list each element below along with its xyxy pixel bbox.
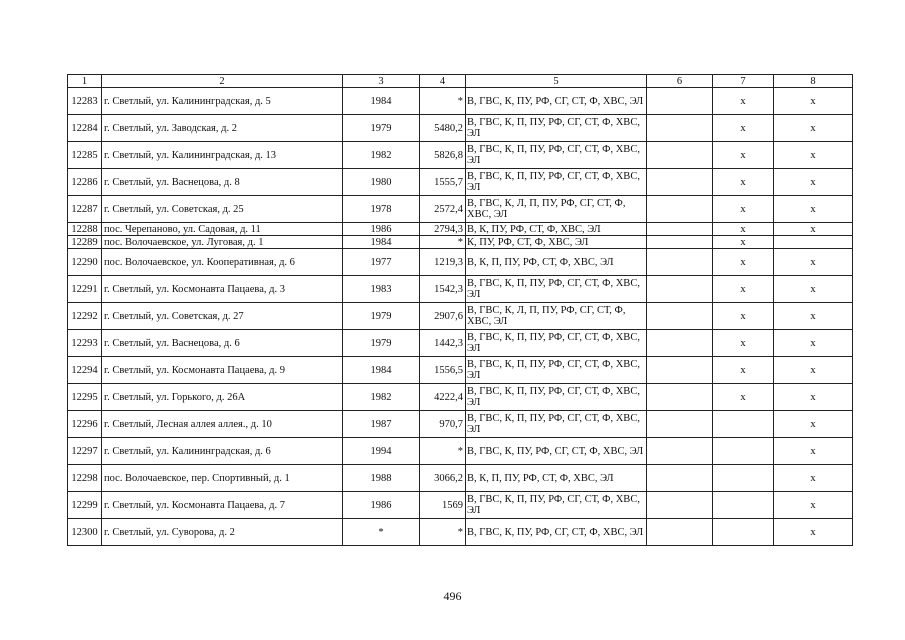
column-number-header-row <box>68 75 853 88</box>
column-header-7: 7 <box>713 75 774 88</box>
address: г. Светлый, ул. Калининградская, д. 13 <box>102 142 343 169</box>
total-area: * <box>420 88 466 115</box>
utilities-list: В, ГВС, К, П, ПУ, РФ, СГ, СТ, Ф, ХВС, ЭЛ <box>466 492 647 519</box>
col-8-mark: x <box>774 223 853 236</box>
col-7-mark <box>713 465 774 492</box>
col-7-mark: x <box>713 88 774 115</box>
total-area: 1219,3 <box>420 249 466 276</box>
col-7-mark <box>713 411 774 438</box>
housing-register-table-wrapper <box>67 74 852 546</box>
year-built: 1977 <box>343 249 420 276</box>
record-number: 12297 <box>68 438 102 465</box>
col-6-cell <box>647 519 713 546</box>
col-7-mark: x <box>713 115 774 142</box>
col-8-mark: x <box>774 411 853 438</box>
address: г. Светлый, ул. Васнецова, д. 8 <box>102 169 343 196</box>
utilities-list: В, ГВС, К, П, ПУ, РФ, СГ, СТ, Ф, ХВС, ЭЛ <box>466 357 647 384</box>
col-7-mark: x <box>713 223 774 236</box>
col-8-mark: x <box>774 330 853 357</box>
address: г. Светлый, ул. Советская, д. 27 <box>102 303 343 330</box>
year-built: 1979 <box>343 303 420 330</box>
year-built: 1987 <box>343 411 420 438</box>
year-built: 1978 <box>343 196 420 223</box>
column-header-2: 2 <box>102 75 343 88</box>
col-6-cell <box>647 249 713 276</box>
col-6-cell <box>647 411 713 438</box>
table-row <box>68 492 853 519</box>
utilities-list: В, ГВС, К, П, ПУ, РФ, СГ, СТ, Ф, ХВС, ЭЛ <box>466 330 647 357</box>
year-built: 1982 <box>343 384 420 411</box>
year-built: 1984 <box>343 357 420 384</box>
table-row <box>68 249 853 276</box>
record-number: 12292 <box>68 303 102 330</box>
year-built: 1984 <box>343 88 420 115</box>
record-number: 12300 <box>68 519 102 546</box>
col-8-mark: x <box>774 142 853 169</box>
utilities-list: В, ГВС, К, П, ПУ, РФ, СГ, СТ, Ф, ХВС, ЭЛ <box>466 411 647 438</box>
utilities-list: В, ГВС, К, П, ПУ, РФ, СГ, СТ, Ф, ХВС, ЭЛ <box>466 276 647 303</box>
record-number: 12296 <box>68 411 102 438</box>
table-row <box>68 115 853 142</box>
total-area: 2572,4 <box>420 196 466 223</box>
total-area: 1542,3 <box>420 276 466 303</box>
col-6-cell <box>647 223 713 236</box>
utilities-list: В, ГВС, К, Л, П, ПУ, РФ, СГ, СТ, Ф, ХВС, ЭЛ <box>466 196 647 223</box>
total-area: 5480,2 <box>420 115 466 142</box>
address: г. Светлый, ул. Горького, д. 26А <box>102 384 343 411</box>
col-8-mark: x <box>774 384 853 411</box>
col-7-mark: x <box>713 303 774 330</box>
record-number: 12290 <box>68 249 102 276</box>
col-6-cell <box>647 276 713 303</box>
total-area: 2794,3 <box>420 223 466 236</box>
record-number: 12289 <box>68 236 102 249</box>
utilities-list: В, ГВС, К, ПУ, РФ, СГ, СТ, Ф, ХВС, ЭЛ <box>466 519 647 546</box>
column-header-1: 1 <box>68 75 102 88</box>
col-7-mark: x <box>713 169 774 196</box>
address: г. Светлый, ул. Калининградская, д. 6 <box>102 438 343 465</box>
year-built: 1994 <box>343 438 420 465</box>
utilities-list: В, К, П, ПУ, РФ, СТ, Ф, ХВС, ЭЛ <box>466 465 647 492</box>
total-area: 1442,3 <box>420 330 466 357</box>
address: г. Светлый, ул. Космонавта Пацаева, д. 3 <box>102 276 343 303</box>
col-6-cell <box>647 169 713 196</box>
table-row <box>68 169 853 196</box>
address: г. Светлый, ул. Заводская, д. 2 <box>102 115 343 142</box>
table-body <box>68 75 853 546</box>
col-8-mark: x <box>774 519 853 546</box>
table-row <box>68 223 853 236</box>
address: г. Светлый, ул. Космонавта Пацаева, д. 9 <box>102 357 343 384</box>
table-row <box>68 236 853 249</box>
year-built: 1982 <box>343 142 420 169</box>
table-row <box>68 438 853 465</box>
record-number: 12284 <box>68 115 102 142</box>
table-row <box>68 196 853 223</box>
address: г. Светлый, ул. Калининградская, д. 5 <box>102 88 343 115</box>
col-7-mark: x <box>713 196 774 223</box>
total-area: 1556,5 <box>420 357 466 384</box>
total-area: 3066,2 <box>420 465 466 492</box>
col-7-mark: x <box>713 276 774 303</box>
year-built: 1988 <box>343 465 420 492</box>
table-row <box>68 88 853 115</box>
col-8-mark: x <box>774 357 853 384</box>
table-row <box>68 276 853 303</box>
column-header-3: 3 <box>343 75 420 88</box>
col-6-cell <box>647 330 713 357</box>
col-8-mark: x <box>774 303 853 330</box>
utilities-list: В, ГВС, К, ПУ, РФ, СГ, СТ, Ф, ХВС, ЭЛ <box>466 88 647 115</box>
col-7-mark <box>713 492 774 519</box>
col-7-mark: x <box>713 357 774 384</box>
address: пос. Волочаевское, ул. Луговая, д. 1 <box>102 236 343 249</box>
table-row <box>68 384 853 411</box>
address: г. Светлый, ул. Космонавта Пацаева, д. 7 <box>102 492 343 519</box>
address: пос. Черепаново, ул. Садовая, д. 11 <box>102 223 343 236</box>
total-area: 2907,6 <box>420 303 466 330</box>
col-8-mark: x <box>774 115 853 142</box>
table-row <box>68 330 853 357</box>
col-7-mark: x <box>713 249 774 276</box>
col-8-mark: x <box>774 196 853 223</box>
col-7-mark <box>713 438 774 465</box>
record-number: 12295 <box>68 384 102 411</box>
utilities-list: В, ГВС, К, ПУ, РФ, СГ, СТ, Ф, ХВС, ЭЛ <box>466 438 647 465</box>
utilities-list: В, ГВС, К, П, ПУ, РФ, СГ, СТ, Ф, ХВС, ЭЛ <box>466 169 647 196</box>
col-8-mark: x <box>774 438 853 465</box>
utilities-list: В, ГВС, К, П, ПУ, РФ, СГ, СТ, Ф, ХВС, ЭЛ <box>466 384 647 411</box>
utilities-list: К, ПУ, РФ, СТ, Ф, ХВС, ЭЛ <box>466 236 647 249</box>
col-6-cell <box>647 88 713 115</box>
col-6-cell <box>647 303 713 330</box>
year-built: 1979 <box>343 115 420 142</box>
col-6-cell <box>647 115 713 142</box>
column-header-4: 4 <box>420 75 466 88</box>
total-area: * <box>420 236 466 249</box>
col-7-mark: x <box>713 330 774 357</box>
address: г. Светлый, ул. Суворова, д. 2 <box>102 519 343 546</box>
col-6-cell <box>647 384 713 411</box>
table-row <box>68 142 853 169</box>
record-number: 12298 <box>68 465 102 492</box>
year-built: 1984 <box>343 236 420 249</box>
record-number: 12291 <box>68 276 102 303</box>
utilities-list: В, К, ПУ, РФ, СТ, Ф, ХВС, ЭЛ <box>466 223 647 236</box>
table-row <box>68 411 853 438</box>
year-built: 1979 <box>343 330 420 357</box>
year-built: 1980 <box>343 169 420 196</box>
col-8-mark: x <box>774 249 853 276</box>
total-area: * <box>420 438 466 465</box>
table-row <box>68 303 853 330</box>
record-number: 12283 <box>68 88 102 115</box>
col-8-mark: x <box>774 465 853 492</box>
year-built: 1986 <box>343 223 420 236</box>
record-number: 12285 <box>68 142 102 169</box>
housing-register-table <box>67 74 853 546</box>
col-8-mark: x <box>774 276 853 303</box>
utilities-list: В, ГВС, К, Л, П, ПУ, РФ, СГ, СТ, Ф, ХВС, ЭЛ <box>466 303 647 330</box>
col-6-cell <box>647 196 713 223</box>
utilities-list: В, ГВС, К, П, ПУ, РФ, СГ, СТ, Ф, ХВС, ЭЛ <box>466 142 647 169</box>
column-header-6: 6 <box>647 75 713 88</box>
col-6-cell <box>647 492 713 519</box>
year-built: * <box>343 519 420 546</box>
column-header-8: 8 <box>774 75 853 88</box>
col-8-mark: x <box>774 88 853 115</box>
col-6-cell <box>647 438 713 465</box>
total-area: 970,7 <box>420 411 466 438</box>
address: г. Светлый, Лесная аллея аллея., д. 10 <box>102 411 343 438</box>
col-8-mark: x <box>774 492 853 519</box>
total-area: 5826,8 <box>420 142 466 169</box>
col-7-mark: x <box>713 142 774 169</box>
address: пос. Волочаевское, пер. Спортивный, д. 1 <box>102 465 343 492</box>
col-7-mark: x <box>713 236 774 249</box>
total-area: 1569 <box>420 492 466 519</box>
total-area: 4222,4 <box>420 384 466 411</box>
record-number: 12299 <box>68 492 102 519</box>
year-built: 1983 <box>343 276 420 303</box>
total-area: * <box>420 519 466 546</box>
table-row <box>68 465 853 492</box>
utilities-list: В, К, П, ПУ, РФ, СТ, Ф, ХВС, ЭЛ <box>466 249 647 276</box>
table-row <box>68 519 853 546</box>
column-header-5: 5 <box>466 75 647 88</box>
col-8-mark <box>774 236 853 249</box>
address: пос. Волочаевское, ул. Кооперативная, д. 6 <box>102 249 343 276</box>
address: г. Светлый, ул. Васнецова, д. 6 <box>102 330 343 357</box>
table-row <box>68 357 853 384</box>
utilities-list: В, ГВС, К, П, ПУ, РФ, СГ, СТ, Ф, ХВС, ЭЛ <box>466 115 647 142</box>
record-number: 12293 <box>68 330 102 357</box>
record-number: 12288 <box>68 223 102 236</box>
page-number: 496 <box>443 589 462 603</box>
col-6-cell <box>647 236 713 249</box>
col-7-mark: x <box>713 384 774 411</box>
year-built: 1986 <box>343 492 420 519</box>
col-6-cell <box>647 465 713 492</box>
record-number: 12287 <box>68 196 102 223</box>
record-number: 12294 <box>68 357 102 384</box>
total-area: 1555,7 <box>420 169 466 196</box>
record-number: 12286 <box>68 169 102 196</box>
col-7-mark <box>713 519 774 546</box>
col-6-cell <box>647 142 713 169</box>
address: г. Светлый, ул. Советская, д. 25 <box>102 196 343 223</box>
col-6-cell <box>647 357 713 384</box>
col-8-mark: x <box>774 169 853 196</box>
